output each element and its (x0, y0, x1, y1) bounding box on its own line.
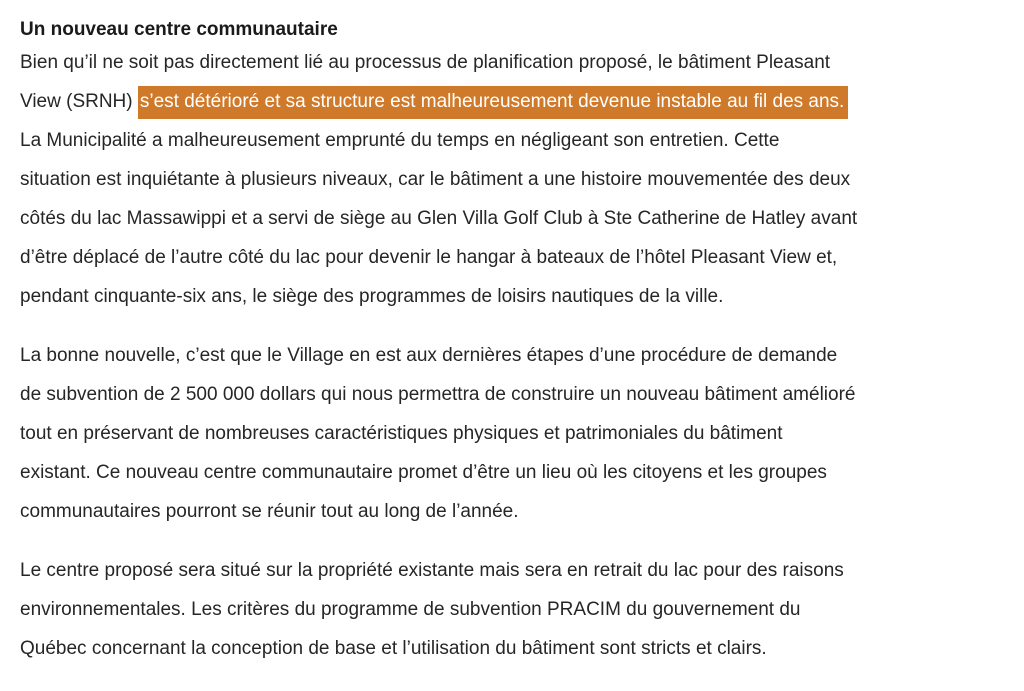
paragraph-line: de subvention de 2 500 000 dollars qui nous permettra de construire un nouveau bâtiment amélioré (20, 384, 856, 405)
text-highlight: s’est détérioré et sa structure est malheureusement devenue instable au fil des ans. (138, 86, 848, 119)
paragraph-line: d’être déplacé de l’autre côté du lac pour devenir le hangar à bateaux de l’hôtel Pleasant View et, (20, 247, 838, 268)
section-heading: Un nouveau centre communautaire (20, 19, 338, 40)
paragraph-1 (20, 43, 1020, 316)
paragraph-line: situation est inquiétante à plusieurs niveaux, car le bâtiment a une histoire mouvementée des deux (20, 169, 851, 190)
paragraph-line: Québec concernant la conception de base et l’utilisation du bâtiment sont stricts et clairs. (20, 638, 767, 659)
paragraph-line: côtés du lac Massawippi et a servi de siège au Glen Villa Golf Club à Ste Catherine de Hatley avant (20, 208, 858, 229)
paragraph-line: existant. Ce nouveau centre communautaire promet d’être un lieu où les citoyens et les groupes (20, 462, 827, 483)
paragraph-line: communautaires pourront se réunir tout au long de l’année. (20, 501, 519, 522)
paragraph-line: La Municipalité a malheureusement emprunté du temps en négligeant son entretien. Cette (20, 130, 780, 151)
paragraph-line: pendant cinquante-six ans, le siège des programmes de loisirs nautiques de la ville. (20, 286, 724, 307)
paragraph-line: environnementales. Les critères du programme de subvention PRACIM du gouvernement du (20, 599, 801, 620)
paragraph-3 (20, 551, 1020, 668)
paragraph-line-start: View (SRNH) (20, 91, 138, 112)
paragraph-line-with-highlight (20, 82, 1020, 121)
paragraph-line: La bonne nouvelle, c’est que le Village en est aux dernières étapes d’une procédure de demande (20, 345, 838, 366)
paragraph-line: tout en préservant de nombreuses caractéristiques physiques et patrimoniales du bâtiment (20, 423, 783, 444)
article (20, 14, 1020, 688)
paragraph-line: Le centre proposé sera situé sur la propriété existante mais sera en retrait du lac pour des raisons (20, 560, 844, 581)
paragraph-line: Bien qu’il ne soit pas directement lié au processus de planification proposé, le bâtiment Pleasant (20, 52, 831, 73)
paragraph-2 (20, 336, 1020, 531)
